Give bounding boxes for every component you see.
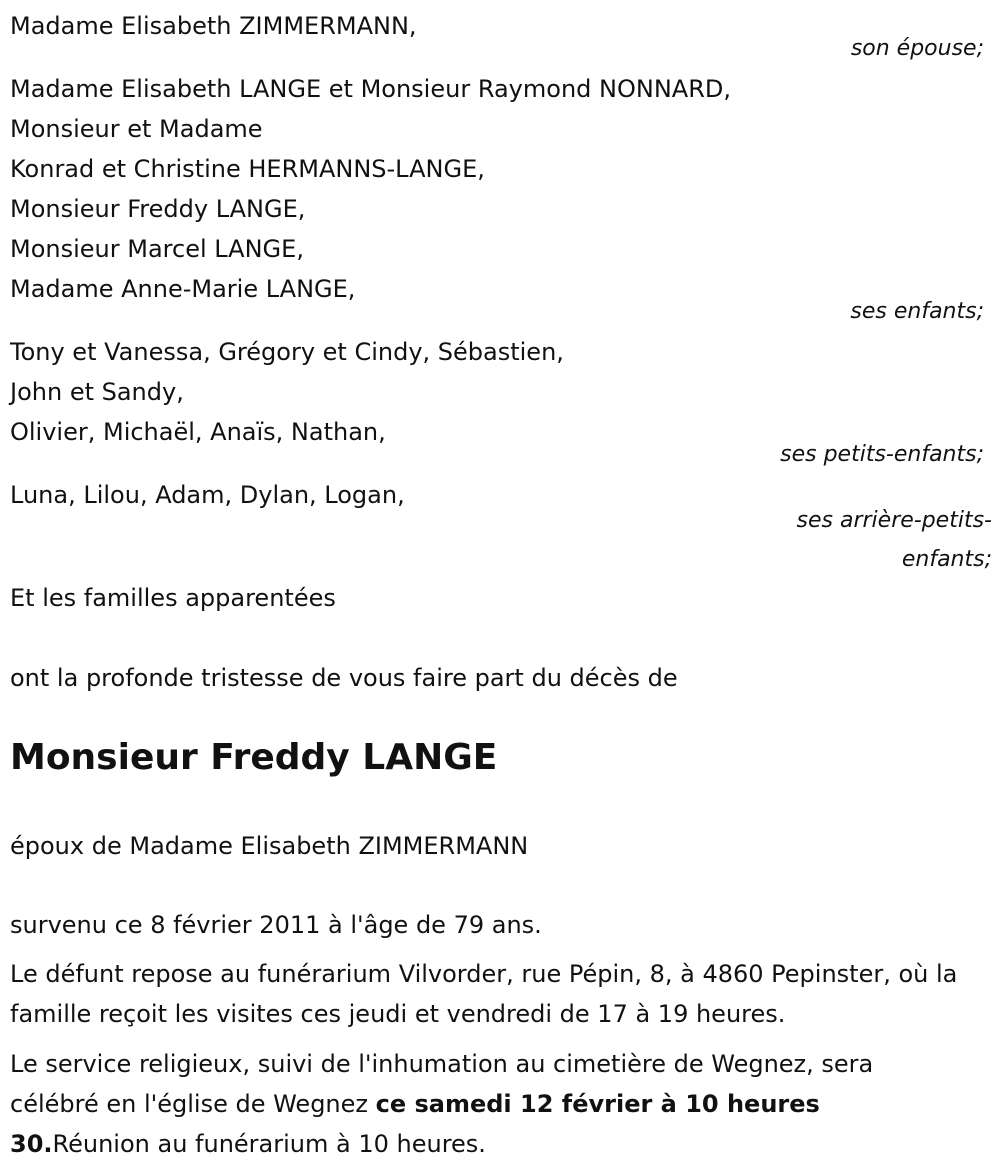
child-name: Madame Anne-Marie LANGE, (10, 275, 356, 303)
spouse-role: son épouse; (850, 36, 984, 61)
great-grandchildren-list (10, 475, 405, 515)
deceased-name: Monsieur Freddy LANGE (10, 737, 498, 778)
great-grandchildren-role-line2: enfants; (901, 547, 992, 572)
grandchild-names: Tony et Vanessa, Grégory et Cindy, Sébastien, (10, 338, 564, 366)
death-info: survenu ce 8 février 2011 à l'âge de 79 ans. (10, 911, 542, 939)
child-name: Konrad et Christine HERMANNS-LANGE, (10, 155, 485, 183)
visitation-info: Le défunt repose au funérarium Vilvorder, rue Pépin, 8, à 4860 Pepinster, où la famille reçoit les visites ces jeudi et vendredi de 17 à 19 heures. (10, 960, 958, 1028)
grandchild-names: John et Sandy, (10, 378, 184, 406)
children-role: ses enfants; (850, 299, 984, 324)
grandchild-names: Olivier, Michaël, Anaïs, Nathan, (10, 418, 386, 446)
grandchildren-role: ses petits-enfants; (780, 442, 984, 467)
child-name: Monsieur Marcel LANGE, (10, 235, 304, 263)
children-list (10, 69, 731, 309)
service-outro: Réunion au funérarium à 10 heures. (52, 1130, 486, 1158)
great-grandchildren-role-line1: ses arrière-petits- (796, 508, 992, 533)
grandchildren-list (10, 332, 564, 452)
service-intro: Le service religieux, suivi de l'inhumation au cimetière de Wegnez, sera célébré en l'église de Wegnez (10, 1050, 874, 1118)
service-info (10, 1044, 880, 1164)
related-families: Et les familles apparentées (10, 584, 336, 612)
child-name: Madame Elisabeth LANGE et Monsieur Raymond NONNARD, (10, 75, 731, 103)
great-grandchild-names: Luna, Lilou, Adam, Dylan, Logan, (10, 481, 405, 509)
great-grandchildren-role (797, 501, 992, 579)
child-name: Monsieur Freddy LANGE, (10, 195, 306, 223)
husband-of: époux de Madame Elisabeth ZIMMERMANN (10, 832, 529, 860)
announcement-text: ont la profonde tristesse de vous faire part du décès de (10, 664, 678, 692)
child-name: Monsieur et Madame (10, 115, 263, 143)
service-date: ce samedi 12 février à 10 heures 30. (10, 1090, 820, 1158)
spouse-name-line: Madame Elisabeth ZIMMERMANN, (10, 12, 417, 40)
spouse-name (10, 6, 417, 46)
